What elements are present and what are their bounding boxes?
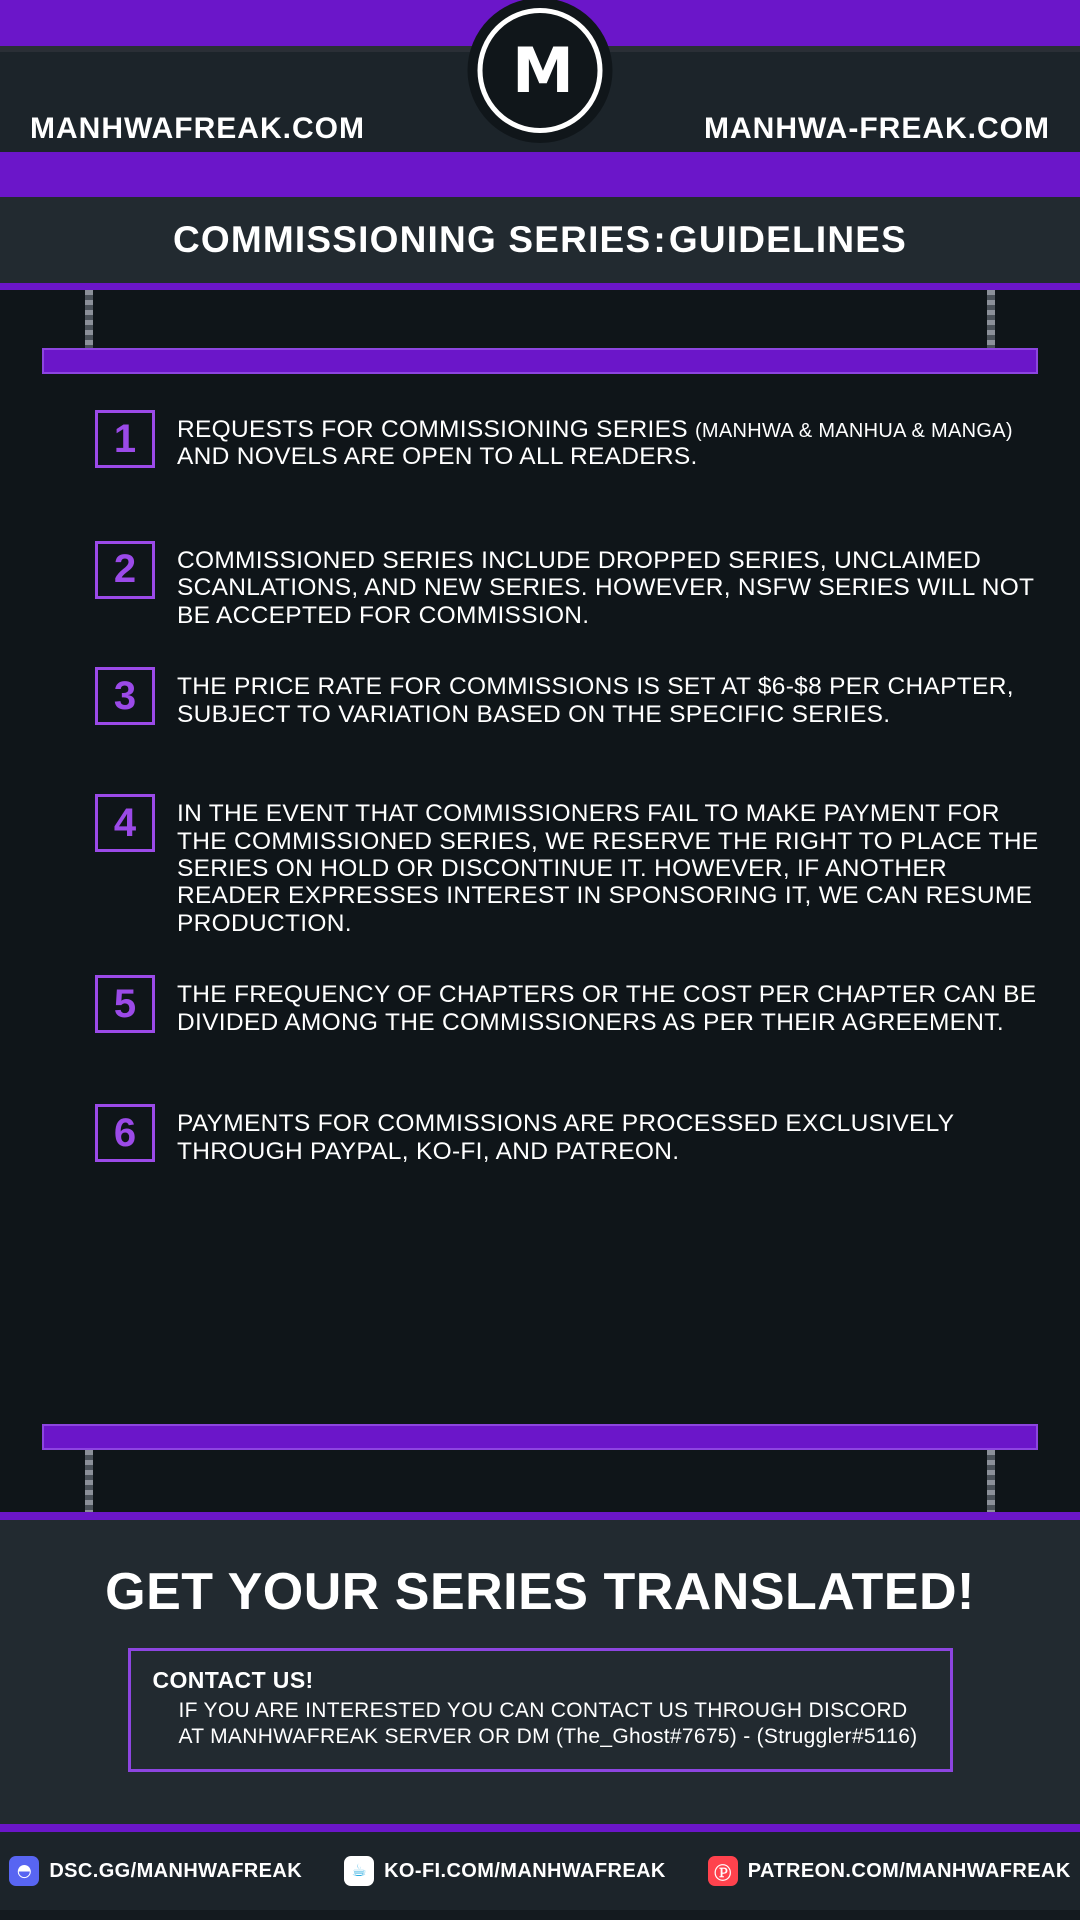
site-url-left: MANHWAFREAK.COM [30,112,365,145]
page-title-main: COMMISSIONING SERIES [172,219,652,260]
rule-item [95,1104,1040,1165]
social-label-patreon: PATREON.COM/MANHWAFREAK [747,1859,1071,1882]
page-title-separator: : [653,219,667,260]
chain-bottom-right-icon [987,1450,995,1512]
rule-number: 5 [95,975,155,1033]
rule-item [95,541,1040,629]
brand-underline-right [590,178,1080,187]
discord-icon: ◓ [9,1856,39,1886]
chain-left-icon [85,290,93,352]
rule-text: THE PRICE RATE FOR COMMISSIONS IS SET AT $6-$8 PER CHAPTER, SUBJECT TO VARIATION BASED ON THE SPECIFIC SERIES. [177,673,1014,728]
rule-text [177,410,1040,471]
rule-item [95,667,1040,728]
rules-list [0,410,1080,1382]
social-bar [0,1832,1080,1910]
contact-line-2: AT MANHWAFREAK SERVER OR DM (The_Ghost#7675) - (Struggler#5116) [178,1725,918,1749]
logo-monogram-icon: M [512,33,568,107]
page-title [173,219,907,261]
contact-title: CONTACT US! [152,1667,314,1693]
rule-text-part: AND NOVELS ARE OPEN TO ALL READERS. [177,443,698,471]
rule-number: 6 [95,1104,155,1162]
social-link-kofi[interactable] [344,1856,666,1886]
rule-item [95,410,1040,471]
logo [468,0,613,143]
rule-number: 3 [95,667,155,725]
brand-underline-left [0,178,470,187]
rule-text: COMMISSIONED SERIES INCLUDE DROPPED SERIES, UNCLAIMED SCANLATIONS, AND NEW SERIES. HOWEVER, NSFW SERIES WILL NOT BE ACCEPTED FOR COMMISSION. [177,546,1034,629]
social-label-discord: DSC.GG/MANHWAFREAK [49,1859,303,1882]
rule-text-note: (MANHWA & MANHUA & MANGA) [694,420,1013,442]
rule-item [95,975,1040,1036]
rule-text: PAYMENTS FOR COMMISSIONS ARE PROCESSED EXCLUSIVELY THROUGH PAYPAL, KO-FI, AND PATREON. [177,1110,954,1165]
chain-bottom-left-icon [85,1450,93,1512]
contact-line-1: IF YOU ARE INTERESTED YOU CAN CONTACT US THROUGH DISCORD [178,1699,908,1722]
contact-box [128,1648,953,1772]
page-title-band [0,190,1080,290]
rule-number: 4 [95,794,155,852]
social-link-discord[interactable] [9,1856,302,1886]
top-banner [0,0,1080,190]
rule-number: 2 [95,541,155,599]
logo-ring [478,8,603,133]
chain-right-icon [987,290,995,352]
promo-section [0,1512,1080,1832]
social-label-kofi: KO-FI.COM/MANHWAFREAK [384,1859,666,1882]
rule-text: THE FREQUENCY OF CHAPTERS OR THE COST PER CHAPTER CAN BE DIVIDED AMONG THE COMMISSIONERS AS PER THEIR AGREEMENT. [177,981,1037,1036]
page-title-sub: GUIDELINES [668,219,907,260]
social-link-patreon[interactable] [708,1856,1071,1886]
rule-text: IN THE EVENT THAT COMMISSIONERS FAIL TO MAKE PAYMENT FOR THE COMMISSIONED SERIES, WE RESERVE THE RIGHT TO PLACE THE SERIES ON HOLD OR DISCONTINUE IT. HOWEVER, IF ANOTHER READER EXPRESSES INTEREST IN SPONSORING IT, WE CAN RESUME PRODUCTION. [177,800,1039,937]
bottom-purple-bar [42,1424,1038,1450]
guidelines-body [0,290,1080,1512]
patreon-icon: Ⓟ [708,1856,738,1886]
rule-text-part: REQUESTS FOR COMMISSIONING SERIES [177,416,695,443]
site-url-right: MANHWA-FREAK.COM [704,112,1050,145]
rule-number: 1 [95,410,155,468]
kofi-icon: ☕ [344,1856,374,1886]
promo-heading: GET YOUR SERIES TRANSLATED! [105,1563,975,1621]
top-purple-bar [42,348,1038,374]
rule-item [95,794,1040,937]
